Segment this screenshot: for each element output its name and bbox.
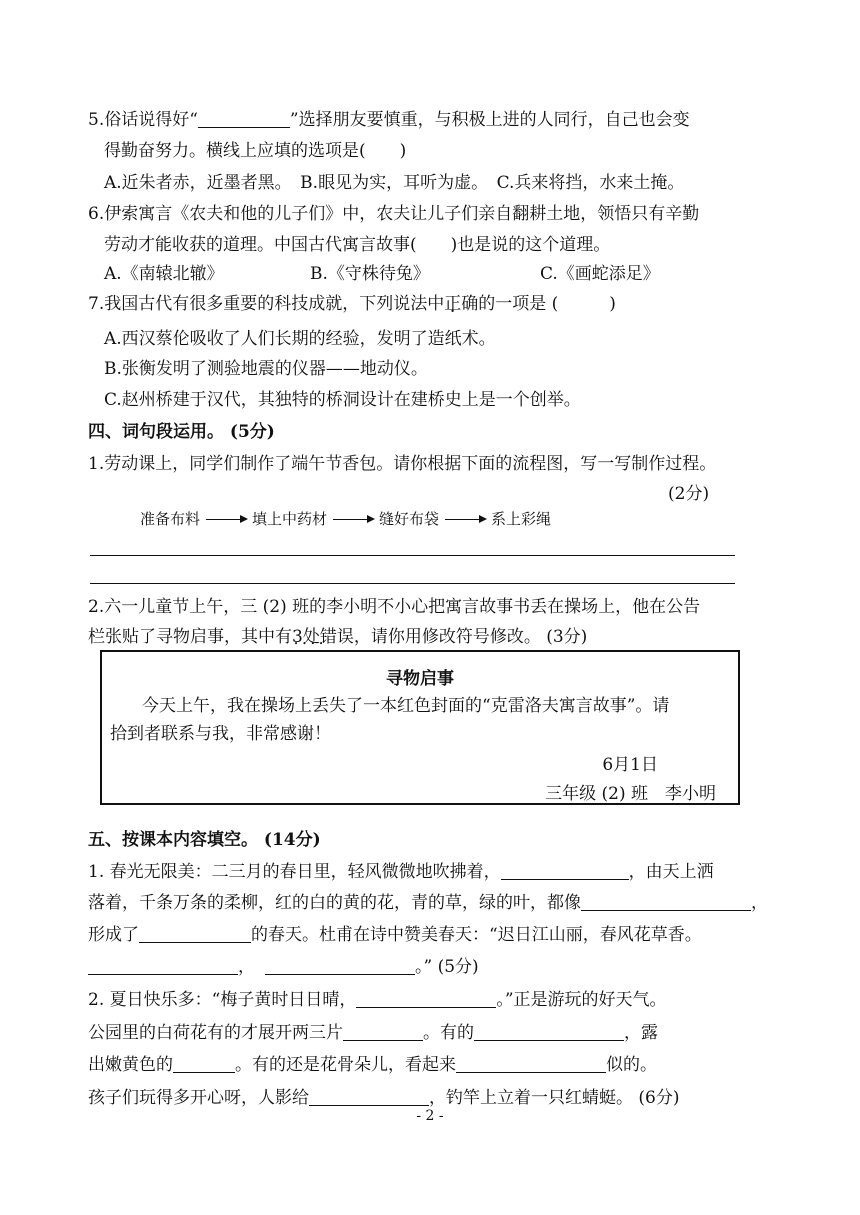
blank-6[interactable] bbox=[356, 989, 496, 1008]
sec4-q1: 1.劳动课上，同学们制作了端午节香包。请你根据下面的流程图，写一写制作过程。 bbox=[88, 454, 717, 474]
arrow-icon bbox=[333, 519, 373, 520]
notice-body-2[interactable]: 拾到者联系与我，非常感谢！ bbox=[110, 724, 331, 744]
notice-signature: 三年级 (2) 班 李小明 bbox=[545, 784, 716, 804]
arrow-icon bbox=[445, 519, 485, 520]
sec5-p2-text-a: 落着，千条万条的柔柳，红的白的黄的花，青的草，绿的叶，都像 bbox=[88, 893, 581, 913]
section5-title: 五、按课本内容填空。 (14分) bbox=[88, 830, 321, 850]
q6-option-c: C.《画蛇添足》 bbox=[540, 264, 660, 284]
sec5-s4-text-b: ，钓竿上立着一只红蜻蜓。 (6分) bbox=[429, 1088, 680, 1108]
sec4-q2-text-a: 栏张贴了寻物启事，其中有 bbox=[88, 627, 292, 647]
blank-3[interactable] bbox=[139, 924, 251, 943]
q6-option-b: B.《守株待兔》 bbox=[310, 264, 430, 284]
sec4-q2-line2 bbox=[88, 625, 587, 649]
sec5-s2-text-a: 公园里的白荷花有的才展开两三片 bbox=[88, 1023, 343, 1043]
sec5-p3-text-a: 形成了 bbox=[88, 925, 139, 945]
q5-blank bbox=[198, 109, 290, 128]
sec5-p3-text-b: 的春天。杜甫在诗中赞美春天：“迟日江山丽，春风花草香。 bbox=[251, 925, 702, 945]
answer-line-2[interactable] bbox=[90, 583, 735, 584]
sec5-p1 bbox=[88, 860, 714, 884]
sec5-p2 bbox=[88, 891, 768, 915]
q7-option-b: B.张衡发明了测验地震的仪器——地动仪。 bbox=[104, 359, 428, 379]
q5-line2: 得勤奋努力。横线上应填的选项是( ) bbox=[104, 141, 407, 161]
q7-emphasis: 正确 bbox=[444, 294, 479, 314]
sec5-s3-text-c: 似的。 bbox=[606, 1055, 657, 1075]
flow-step-4: 系上彩绳 bbox=[491, 510, 552, 528]
sec4-q2-line1: 2.六一儿童节上午，三 (2) 班的李小明不小心把寓言故事书丢在操场上，他在公告 bbox=[88, 597, 701, 617]
sec5-p1-text-a: 1. 春光无限美：二三月的春日里，轻风微微地吹拂着， bbox=[88, 862, 501, 882]
blank-5[interactable] bbox=[265, 956, 415, 975]
arrow-icon bbox=[206, 519, 246, 520]
section4-title: 四、词句段运用。 (5分) bbox=[88, 422, 275, 442]
q7-option-c: C.赵州桥建于汉代，其独特的桥洞设计在建桥史上是一个创举。 bbox=[104, 390, 581, 410]
sec5-s1-text-b: 。”正是游玩的好天气。 bbox=[496, 990, 667, 1010]
q7-text-a: 7.我国古代有很多重要的科技成就，下列说法中 bbox=[88, 294, 445, 314]
sec5-s2-text-c: ，露 bbox=[624, 1023, 658, 1043]
sec5-s1 bbox=[88, 988, 667, 1012]
flow-chart bbox=[140, 508, 551, 529]
lost-item-notice bbox=[100, 650, 740, 805]
blank-8[interactable] bbox=[474, 1022, 624, 1041]
blank-9[interactable] bbox=[173, 1054, 235, 1073]
blank-4[interactable] bbox=[88, 956, 238, 975]
sec4-q1-score: (2分) bbox=[668, 484, 710, 504]
sec5-s2 bbox=[88, 1021, 658, 1045]
notice-date: 6月1日 bbox=[602, 755, 658, 775]
notice-body-1[interactable]: 今天上午，我在操场上丢失了一本红色封面的“克雷洛夫寓言故事”。请 bbox=[142, 696, 670, 716]
notice-title: 寻物启事 bbox=[386, 669, 454, 689]
q5-text-a: 5.俗话说得好“ bbox=[88, 110, 198, 130]
sec5-s4 bbox=[88, 1086, 679, 1110]
flow-step-1: 准备布料 bbox=[140, 510, 201, 528]
sec5-s3 bbox=[88, 1053, 657, 1077]
flow-step-2: 填上中药材 bbox=[252, 510, 328, 528]
sec4-q2-emphasis: 3处错误 • • • • bbox=[292, 627, 354, 647]
q5-text-b: ”选择朋友要慎重，与积极上进的人同行，自己也会变 bbox=[289, 110, 690, 130]
blank-11[interactable] bbox=[309, 1087, 429, 1106]
sec5-p4-text-a: ， bbox=[238, 957, 255, 977]
page-number: - 2 - bbox=[416, 1108, 444, 1124]
q6-line1: 6.伊索寓言《农夫和他的儿子们》中，农夫让儿子们亲自翻耕土地，领悟只有辛勤 bbox=[88, 204, 700, 224]
sec5-p3 bbox=[88, 923, 702, 947]
q5-line1 bbox=[88, 108, 690, 132]
q7-line1 bbox=[88, 292, 616, 316]
blank-10[interactable] bbox=[456, 1054, 606, 1073]
sec5-p2-text-b: ， bbox=[751, 893, 768, 913]
q7-text-b: 的一项是 ( ) bbox=[478, 294, 616, 314]
sec5-s3-text-a: 出嫩黄色的 bbox=[88, 1055, 173, 1075]
sec5-p1-text-b: ，由天上洒 bbox=[628, 862, 714, 882]
answer-line-1[interactable] bbox=[90, 555, 735, 556]
sec5-p4 bbox=[88, 955, 479, 979]
sec5-s2-text-b: 。有的 bbox=[423, 1023, 474, 1043]
flow-step-3: 缝好布袋 bbox=[379, 510, 440, 528]
blank-1[interactable] bbox=[501, 861, 629, 880]
q7-option-a: A.西汉蔡伦吸收了人们长期的经验，发明了造纸术。 bbox=[104, 329, 496, 349]
sec4-q2-text-b: ，请你用修改符号修改。 (3分) bbox=[353, 627, 588, 647]
blank-2[interactable] bbox=[581, 892, 751, 911]
sec5-s3-text-b: 。有的还是花骨朵儿，看起来 bbox=[235, 1055, 456, 1075]
q5-options: A.近朱者赤，近墨者黑。 B.眼见为实，耳听为虚。 C.兵来将挡，水来土掩。 bbox=[104, 173, 685, 193]
q6-line2: 劳动才能收获的道理。中国古代寓言故事( )也是说的这个道理。 bbox=[104, 235, 611, 255]
sec5-p4-text-b: 。” (5分) bbox=[415, 957, 479, 977]
sec5-s4-text-a: 孩子们玩得多开心呀，人影给 bbox=[88, 1088, 309, 1108]
sec5-s1-text-a: 2. 夏日快乐多：“梅子黄时日日晴， bbox=[88, 990, 357, 1010]
q6-option-a: A.《南辕北辙》 bbox=[104, 264, 224, 284]
blank-7[interactable] bbox=[343, 1022, 423, 1041]
